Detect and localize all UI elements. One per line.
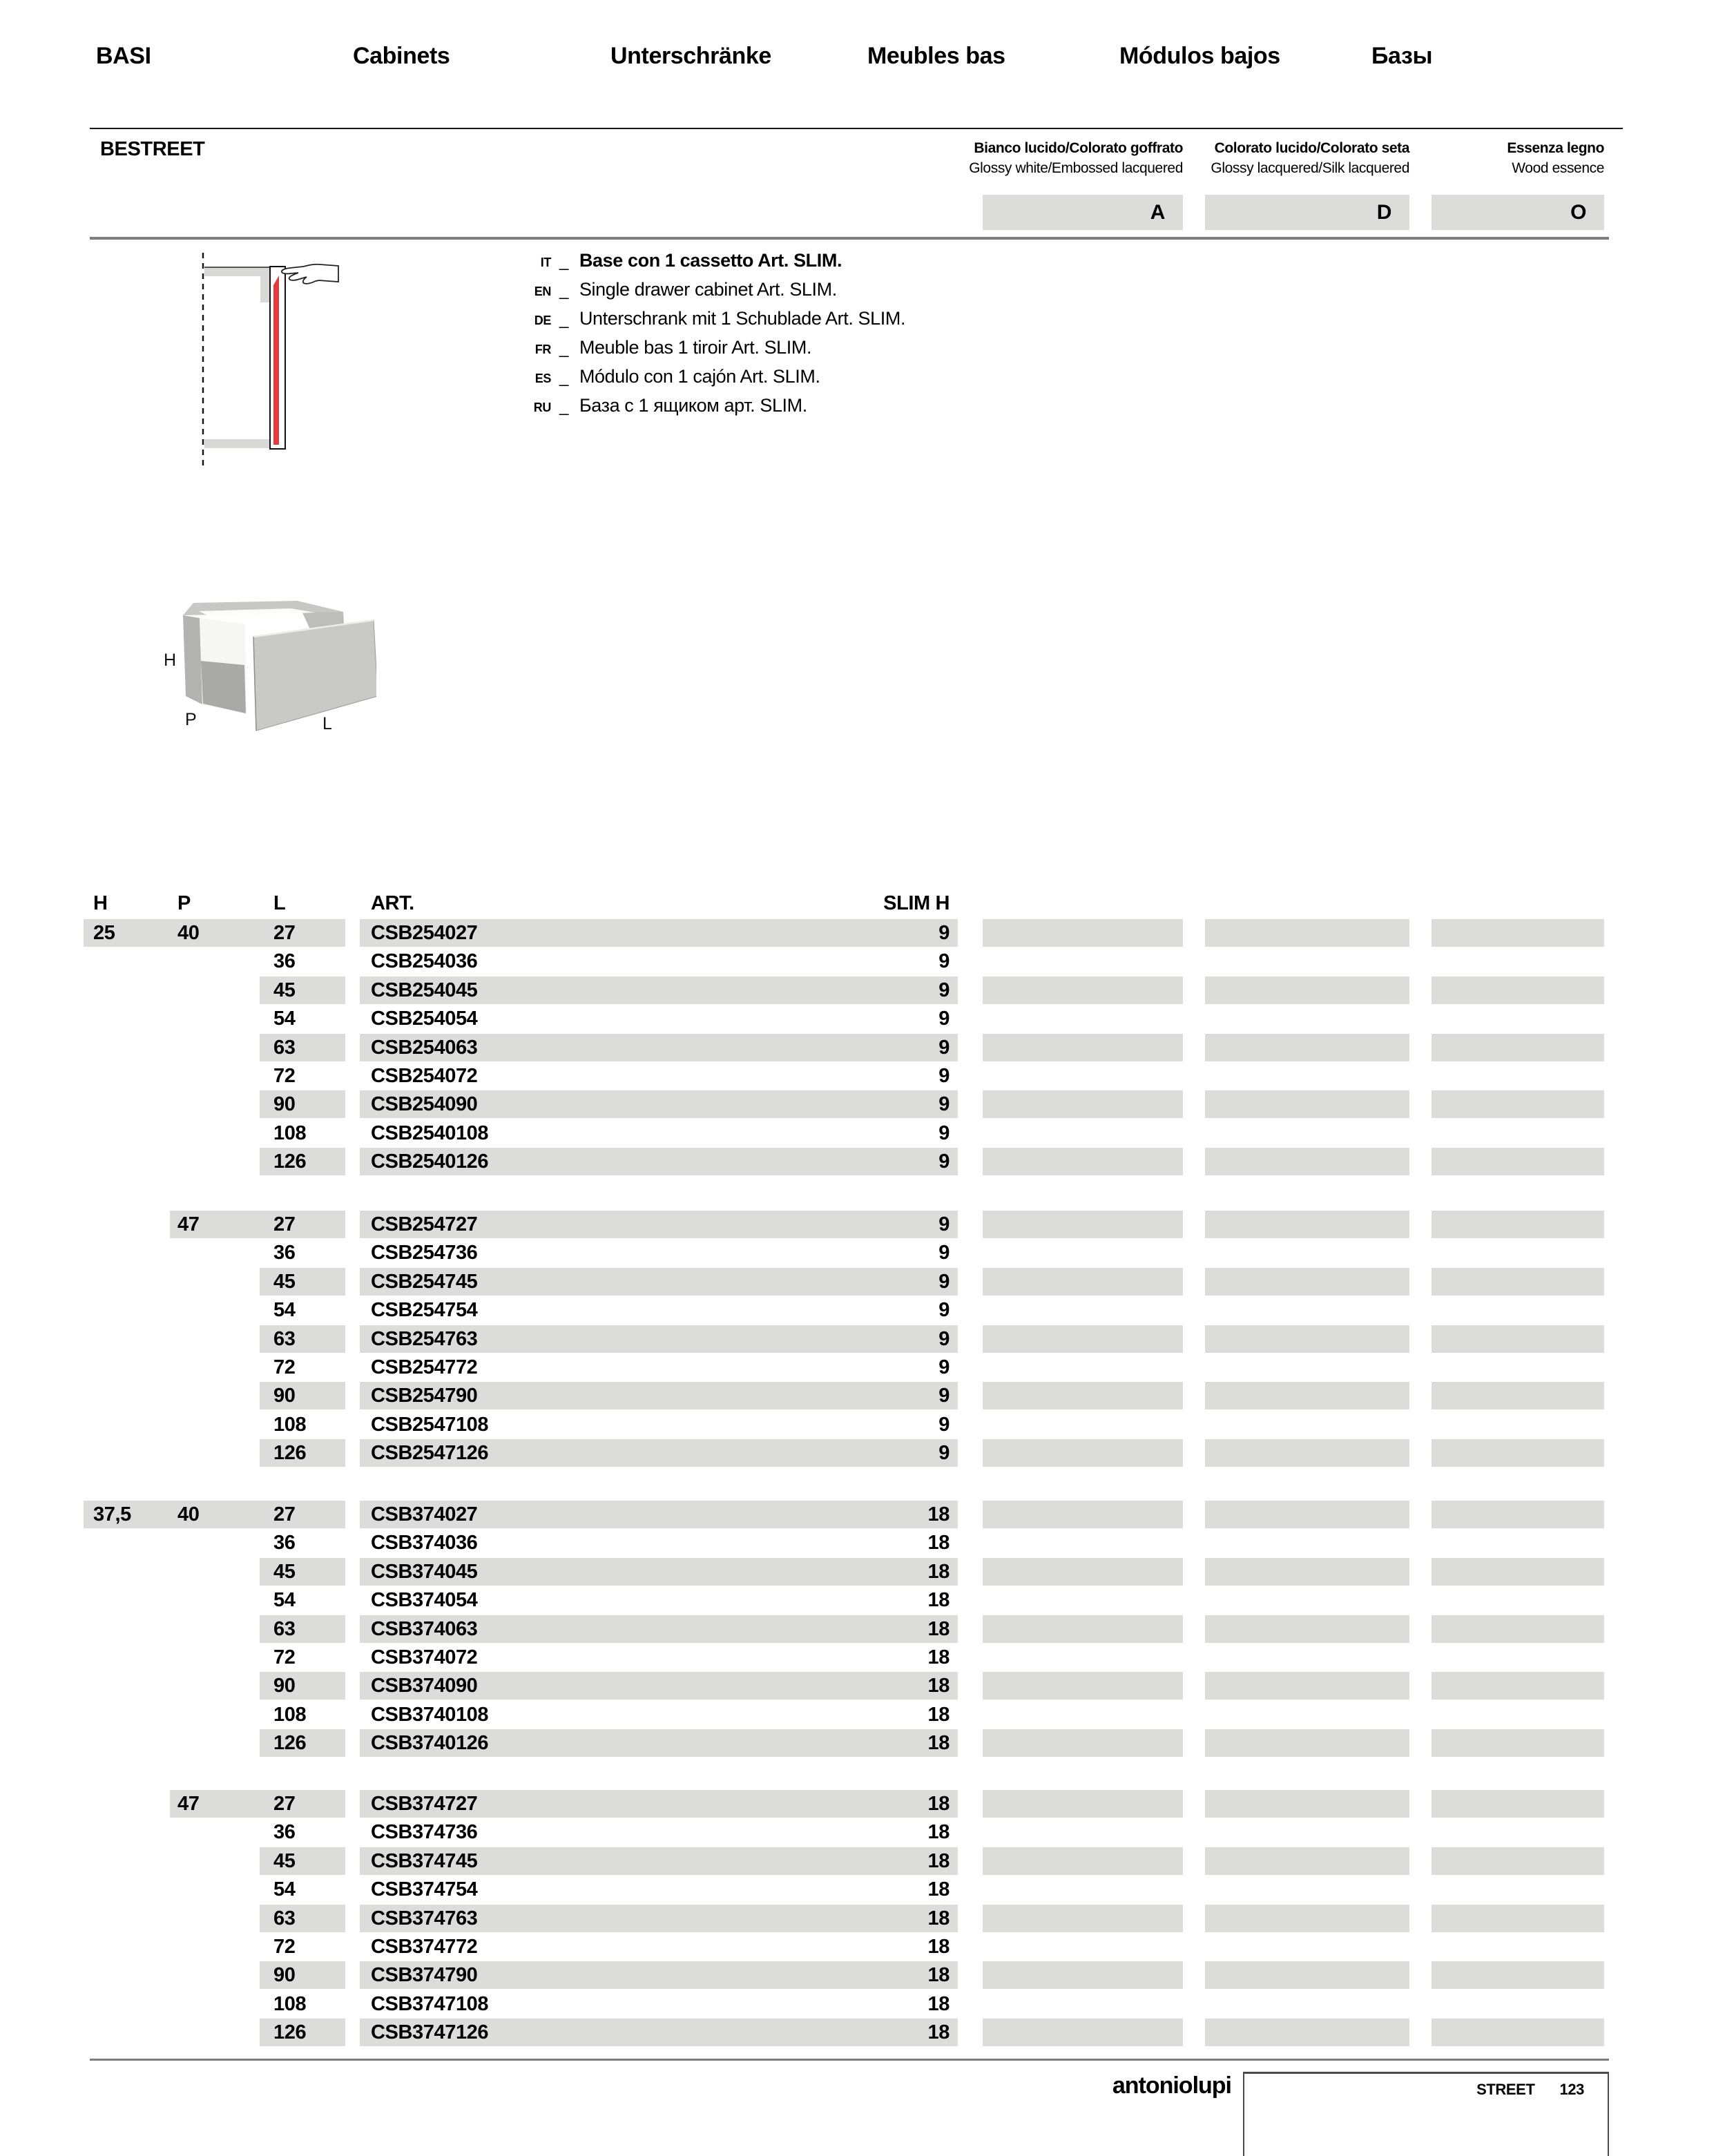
cell-art: CSB3747108 <box>371 1993 489 2015</box>
cell-slim-h: 9 <box>938 1328 950 1350</box>
price-cell-a <box>983 1501 1183 1528</box>
footer-divider <box>90 2059 1609 2061</box>
cell-slim-h: 18 <box>927 1964 950 1986</box>
table-row <box>0 1586 1725 1614</box>
cell-art: CSB254727 <box>371 1213 478 1235</box>
row-stripe-left <box>260 1034 345 1061</box>
cell-slim-h: 9 <box>938 1122 950 1144</box>
description-row-fr: FR _ Meuble bas 1 tiroir Art. SLIM. <box>532 337 811 358</box>
price-cell-a <box>983 1558 1183 1586</box>
price-cell-a <box>983 1790 1183 1818</box>
table-row <box>0 1211 1725 1238</box>
price-cell-o <box>1432 1847 1604 1875</box>
lang-code: RU <box>533 401 551 414</box>
cell-art: CSB254736 <box>371 1242 478 1264</box>
description-text: База с 1 ящиком арт. SLIM. <box>579 395 807 416</box>
cell-art: CSB374090 <box>371 1675 478 1697</box>
cell-art: CSB254790 <box>371 1385 478 1407</box>
top-panel <box>204 267 271 276</box>
cell-l: 45 <box>273 1271 296 1293</box>
cabinet-illustration <box>155 594 376 739</box>
price-cell-o <box>1432 1325 1604 1353</box>
finish-title: Bianco lucido/Colorato goffrato <box>974 140 1183 156</box>
cell-l: 126 <box>273 2021 307 2043</box>
table-row <box>0 1119 1725 1147</box>
price-cell-a <box>983 1961 1183 1989</box>
cell-art: CSB374045 <box>371 1561 478 1583</box>
cell-slim-h: 18 <box>927 1821 950 1843</box>
cell-art: CSB374790 <box>371 1964 478 1986</box>
category-label-es: Módulos bajos <box>1119 43 1280 69</box>
price-cell-a <box>983 1672 1183 1700</box>
cell-art: CSB254754 <box>371 1299 478 1321</box>
finish-code-box-o: O <box>1432 195 1604 230</box>
cell-art: CSB374745 <box>371 1850 478 1872</box>
cell-art: CSB2540108 <box>371 1122 489 1144</box>
finish-subtitle: Glossy white/Embossed lacquered <box>969 160 1183 176</box>
price-cell-d <box>1205 1729 1409 1757</box>
cell-l: 36 <box>273 1242 296 1264</box>
cell-art: CSB254745 <box>371 1271 478 1293</box>
finish-subtitle: Glossy lacquered/Silk lacquered <box>1211 160 1409 176</box>
cell-slim-h: 9 <box>938 1299 950 1321</box>
page-number: 123 <box>1559 2081 1584 2098</box>
cell-slim-h: 18 <box>927 1618 950 1640</box>
table-header-row <box>0 891 1725 916</box>
cell-l: 63 <box>273 1328 296 1350</box>
cell-slim-h: 18 <box>927 1993 950 2015</box>
row-stripe-left <box>260 1268 345 1296</box>
category-label-en: Cabinets <box>353 43 450 69</box>
price-cell-d <box>1205 1501 1409 1528</box>
cell-slim-h: 18 <box>927 1646 950 1668</box>
finish-subtitle: Wood essence <box>1512 160 1604 176</box>
price-cell-d <box>1205 2019 1409 2046</box>
cell-art: CSB374736 <box>371 1821 478 1843</box>
description-row-es: ES _ Módulo con 1 cajón Art. SLIM. <box>532 366 820 387</box>
row-stripe-left <box>260 1961 345 1989</box>
table-row <box>0 1790 1725 1818</box>
dim-label-l: L <box>322 714 332 733</box>
table-row <box>0 1990 1725 2018</box>
cell-art: CSB2547108 <box>371 1414 489 1436</box>
cell-l: 72 <box>273 1936 296 1958</box>
table-row <box>0 1034 1725 1061</box>
cell-p: 47 <box>177 1793 200 1815</box>
back-bracket <box>260 276 271 302</box>
cell-l: 36 <box>273 1532 296 1554</box>
table-row <box>0 1296 1725 1324</box>
cell-l: 63 <box>273 1037 296 1059</box>
category-label-ru: Базы <box>1371 43 1433 69</box>
category-label-de: Unterschränke <box>610 43 771 69</box>
table-row <box>0 1148 1725 1175</box>
header-divider <box>90 128 1623 129</box>
price-cell-o <box>1432 1268 1604 1296</box>
price-cell-d <box>1205 1325 1409 1353</box>
table-row <box>0 1644 1725 1671</box>
table-row <box>0 1090 1725 1118</box>
price-cell-o <box>1432 976 1604 1004</box>
cell-slim-h: 18 <box>927 1878 950 1900</box>
price-cell-d <box>1205 1905 1409 1932</box>
cell-l: 54 <box>273 1299 296 1321</box>
description-row-en: EN _ Single drawer cabinet Art. SLIM. <box>532 279 837 300</box>
cell-p: 40 <box>177 922 200 944</box>
price-cell-d <box>1205 1268 1409 1296</box>
price-cell-d <box>1205 1672 1409 1700</box>
cell-slim-h: 9 <box>938 922 950 944</box>
price-cell-a <box>983 919 1183 947</box>
price-cell-d <box>1205 1034 1409 1061</box>
row-stripe-left <box>260 1847 345 1875</box>
table-row <box>0 1876 1725 1903</box>
category-label-fr: Meubles bas <box>867 43 1005 69</box>
finish-code-box-a: A <box>983 195 1183 230</box>
cell-art: CSB254054 <box>371 1008 478 1030</box>
price-cell-a <box>983 1090 1183 1118</box>
price-cell-a <box>983 1148 1183 1175</box>
cell-art: CSB254772 <box>371 1356 478 1378</box>
table-row <box>0 1961 1725 1989</box>
cell-l: 108 <box>273 1993 307 2015</box>
cell-slim-h: 18 <box>927 1589 950 1611</box>
description-text: Single drawer cabinet Art. SLIM. <box>579 279 837 300</box>
cell-l: 108 <box>273 1414 307 1436</box>
price-cell-d <box>1205 1558 1409 1586</box>
drawer-front-panel <box>253 620 376 731</box>
cell-art: CSB374072 <box>371 1646 478 1668</box>
price-cell-o <box>1432 1090 1604 1118</box>
cell-l: 126 <box>273 1732 307 1754</box>
cell-h: 25 <box>93 922 115 944</box>
cell-p: 40 <box>177 1503 200 1525</box>
price-cell-o <box>1432 1382 1604 1409</box>
cell-art: CSB374727 <box>371 1793 478 1815</box>
price-cell-o <box>1432 1961 1604 1989</box>
description-text: Módulo con 1 cajón Art. SLIM. <box>579 366 820 387</box>
price-cell-a <box>983 1439 1183 1467</box>
price-cell-o <box>1432 1672 1604 1700</box>
price-cell-a <box>983 1268 1183 1296</box>
price-cell-o <box>1432 1558 1604 1586</box>
cell-art: CSB374754 <box>371 1878 478 1900</box>
table-row <box>0 1933 1725 1961</box>
cell-slim-h: 18 <box>927 1561 950 1583</box>
row-stripe-left <box>260 1905 345 1932</box>
price-cell-o <box>1432 1790 1604 1818</box>
cell-art: CSB254072 <box>371 1065 478 1087</box>
cell-slim-h: 9 <box>938 950 950 972</box>
category-label-it: BASI <box>96 43 151 69</box>
price-cell-d <box>1205 976 1409 1004</box>
table-row <box>0 1005 1725 1032</box>
table-row <box>0 1818 1725 1846</box>
cell-slim-h: 9 <box>938 1008 950 1030</box>
table-row <box>0 1354 1725 1381</box>
cell-slim-h: 9 <box>938 1242 950 1264</box>
price-cell-a <box>983 976 1183 1004</box>
cell-p: 47 <box>177 1213 200 1235</box>
series-name: STREET <box>1476 2081 1535 2098</box>
price-cell-o <box>1432 1439 1604 1467</box>
row-stripe-left <box>260 1558 345 1586</box>
cell-l: 27 <box>273 1793 296 1815</box>
cell-art: CSB374772 <box>371 1936 478 1958</box>
price-cell-o <box>1432 1905 1604 1932</box>
price-cell-d <box>1205 1090 1409 1118</box>
cell-l: 27 <box>273 1503 296 1525</box>
col-header-art: ART. <box>371 892 414 914</box>
price-cell-d <box>1205 1961 1409 1989</box>
price-cell-a <box>983 1382 1183 1409</box>
price-cell-a <box>983 1325 1183 1353</box>
table-row <box>0 1672 1725 1700</box>
price-cell-d <box>1205 1615 1409 1643</box>
table-row <box>0 1239 1725 1267</box>
hand-icon <box>282 264 338 284</box>
cell-art: CSB2540126 <box>371 1151 489 1173</box>
table-row <box>0 1325 1725 1353</box>
cell-art: CSB254090 <box>371 1093 478 1115</box>
table-row <box>0 919 1725 947</box>
table-row <box>0 1411 1725 1438</box>
cell-l: 27 <box>273 922 296 944</box>
lang-code: EN <box>534 285 551 298</box>
finish-header-o <box>1376 138 1604 178</box>
cell-art: CSB3740108 <box>371 1704 489 1726</box>
cell-slim-h: 18 <box>927 1732 950 1754</box>
row-stripe-left <box>260 1090 345 1118</box>
table-row <box>0 1268 1725 1296</box>
cell-l: 108 <box>273 1122 307 1144</box>
finish-title: Colorato lucido/Colorato seta <box>1214 140 1409 156</box>
col-header-h: H <box>93 892 108 914</box>
cell-l: 126 <box>273 1442 307 1464</box>
cell-art: CSB374036 <box>371 1532 478 1554</box>
cell-l: 108 <box>273 1704 307 1726</box>
description-row-it: IT _ Base con 1 cassetto Art. SLIM. <box>532 250 842 271</box>
slim-handle-profile <box>273 276 279 445</box>
cell-art: CSB374027 <box>371 1503 478 1525</box>
cell-slim-h: 9 <box>938 1093 950 1115</box>
cell-l: 45 <box>273 1561 296 1583</box>
col-header-slim: SLIM H <box>883 892 950 914</box>
cell-l: 72 <box>273 1065 296 1087</box>
cell-art: CSB374063 <box>371 1618 478 1640</box>
cell-art: CSB374054 <box>371 1589 478 1611</box>
table-row <box>0 1558 1725 1586</box>
cell-art: CSB2547126 <box>371 1442 489 1464</box>
cell-h: 37,5 <box>93 1503 131 1525</box>
finish-header-d <box>1182 138 1409 178</box>
table-row <box>0 1905 1725 1932</box>
price-cell-o <box>1432 1148 1604 1175</box>
cell-slim-h: 9 <box>938 1385 950 1407</box>
cell-l: 90 <box>273 1675 296 1697</box>
table-row <box>0 1439 1725 1467</box>
cell-l: 72 <box>273 1356 296 1378</box>
col-header-l: L <box>273 892 286 914</box>
cell-art: CSB3740126 <box>371 1732 489 1754</box>
cell-slim-h: 9 <box>938 979 950 1001</box>
price-cell-a <box>983 1847 1183 1875</box>
price-cell-a <box>983 1615 1183 1643</box>
price-cell-a <box>983 1211 1183 1238</box>
technical-drawing <box>186 247 345 472</box>
cell-l: 36 <box>273 950 296 972</box>
row-stripe-left <box>260 976 345 1004</box>
cell-slim-h: 9 <box>938 1151 950 1173</box>
price-cell-d <box>1205 919 1409 947</box>
price-cell-o <box>1432 1211 1604 1238</box>
table-row <box>0 1501 1725 1528</box>
cell-l: 90 <box>273 1385 296 1407</box>
cell-art: CSB254763 <box>371 1328 478 1350</box>
row-stripe-left <box>260 1325 345 1353</box>
finish-code-box-d: D <box>1205 195 1409 230</box>
cell-slim-h: 9 <box>938 1442 950 1464</box>
dim-label-h: H <box>164 651 176 670</box>
cell-slim-h: 9 <box>938 1037 950 1059</box>
cell-slim-h: 18 <box>927 1850 950 1872</box>
cell-art: CSB374763 <box>371 1907 478 1929</box>
brand-logo: antoniolupi <box>1112 2072 1231 2099</box>
description-row-ru: RU _ База с 1 ящиком арт. SLIM. <box>532 395 807 416</box>
cell-slim-h: 18 <box>927 1907 950 1929</box>
price-cell-o <box>1432 1615 1604 1643</box>
cell-art: CSB3747126 <box>371 2021 489 2043</box>
cell-slim-h: 9 <box>938 1356 950 1378</box>
price-cell-o <box>1432 1501 1604 1528</box>
price-cell-o <box>1432 2019 1604 2046</box>
cell-slim-h: 18 <box>927 1532 950 1554</box>
lang-code: DE <box>534 314 551 327</box>
cell-l: 36 <box>273 1821 296 1843</box>
row-stripe-left <box>260 1382 345 1409</box>
price-cell-d <box>1205 1211 1409 1238</box>
cell-l: 54 <box>273 1589 296 1611</box>
lang-code: FR <box>534 343 551 356</box>
cell-l: 54 <box>273 1008 296 1030</box>
cell-art: CSB254036 <box>371 950 478 972</box>
row-stripe-left <box>260 1615 345 1643</box>
finish-header-a <box>955 138 1183 178</box>
table-row <box>0 1529 1725 1557</box>
dim-label-p: P <box>185 710 197 729</box>
price-cell-o <box>1432 919 1604 947</box>
cell-l: 72 <box>273 1646 296 1668</box>
cell-slim-h: 18 <box>927 1503 950 1525</box>
cell-slim-h: 9 <box>938 1414 950 1436</box>
price-cell-o <box>1432 1034 1604 1061</box>
price-cell-a <box>983 2019 1183 2046</box>
cell-art: CSB254063 <box>371 1037 478 1059</box>
price-cell-a <box>983 1905 1183 1932</box>
table-row <box>0 976 1725 1004</box>
cell-l: 90 <box>273 1964 296 1986</box>
cell-slim-h: 18 <box>927 1936 950 1958</box>
cell-l: 90 <box>273 1093 296 1115</box>
price-cell-d <box>1205 1790 1409 1818</box>
table-row <box>0 1729 1725 1757</box>
cell-l: 45 <box>273 979 296 1001</box>
table-row <box>0 2019 1725 2046</box>
cell-art: CSB254027 <box>371 922 478 944</box>
cabinet-left-panel <box>183 615 202 704</box>
cell-slim-h: 18 <box>927 1675 950 1697</box>
price-cell-d <box>1205 1148 1409 1175</box>
cell-l: 63 <box>273 1907 296 1929</box>
table-row <box>0 1382 1725 1409</box>
price-cell-d <box>1205 1847 1409 1875</box>
price-cell-a <box>983 1729 1183 1757</box>
price-cell-d <box>1205 1382 1409 1409</box>
description-text: Meuble bas 1 tiroir Art. SLIM. <box>579 337 812 358</box>
cell-art: CSB254045 <box>371 979 478 1001</box>
price-cell-d <box>1205 1439 1409 1467</box>
price-cell-a <box>983 1034 1183 1061</box>
price-cell-o <box>1432 1729 1604 1757</box>
description-text: Base con 1 cassetto Art. SLIM. <box>579 250 842 271</box>
cell-l: 27 <box>273 1213 296 1235</box>
lang-code: IT <box>540 256 551 269</box>
cell-slim-h: 9 <box>938 1271 950 1293</box>
cell-l: 54 <box>273 1878 296 1900</box>
table-row <box>0 1847 1725 1875</box>
row-stripe-left <box>84 919 345 947</box>
collection-title: BESTREET <box>100 138 205 160</box>
table-row <box>0 1615 1725 1643</box>
table-row <box>0 1062 1725 1090</box>
description-text: Unterschrank mit 1 Schublade Art. SLIM. <box>579 308 906 329</box>
table-row <box>0 1701 1725 1729</box>
cell-slim-h: 18 <box>927 1793 950 1815</box>
cell-slim-h: 9 <box>938 1065 950 1087</box>
section-divider <box>90 237 1609 240</box>
cell-slim-h: 18 <box>927 1704 950 1726</box>
cell-l: 45 <box>273 1850 296 1872</box>
row-stripe-left <box>260 1672 345 1700</box>
cell-l: 63 <box>273 1618 296 1640</box>
description-row-de: DE _ Unterschrank mit 1 Schublade Art. SLIM. <box>532 308 905 329</box>
lang-code: ES <box>534 372 551 385</box>
col-header-p: P <box>177 892 191 914</box>
cell-slim-h: 9 <box>938 1213 950 1235</box>
table-row <box>0 947 1725 975</box>
cell-slim-h: 18 <box>927 2021 950 2043</box>
finish-title: Essenza legno <box>1507 140 1604 156</box>
page-number-box <box>1243 2072 1609 2156</box>
cell-l: 126 <box>273 1151 307 1173</box>
